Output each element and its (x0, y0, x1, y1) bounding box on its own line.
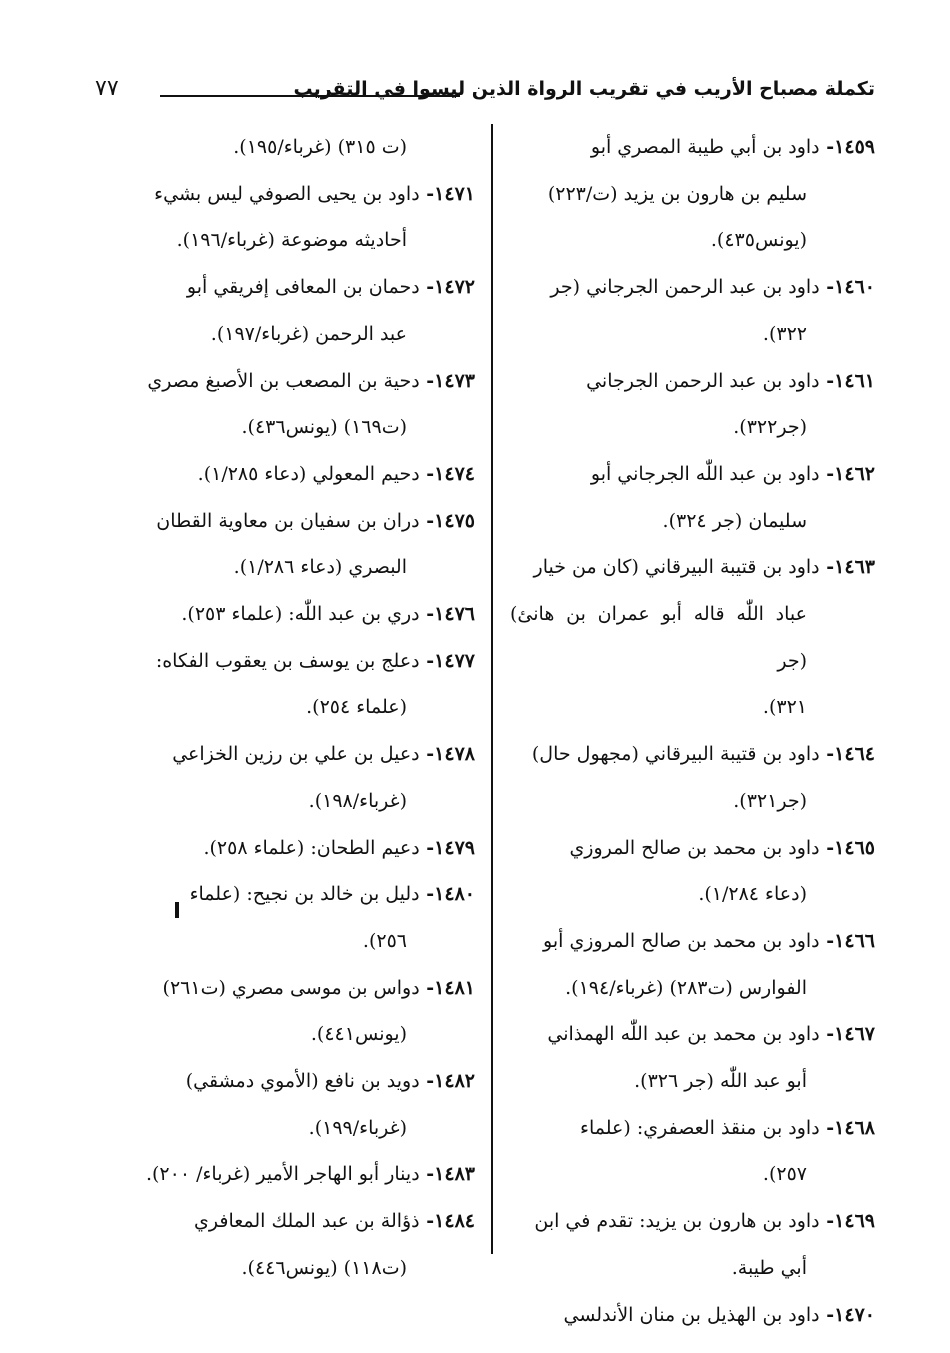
entry-text: دران بن سفيان بن معاوية القطان (156, 509, 420, 532)
entry-continuation: (غرباء/١٩٩). (308, 1116, 407, 1139)
entry-continuation: (جر٣٢٢). (733, 416, 807, 439)
entry (510, 918, 875, 1011)
entry-number: ١٤٧١- (419, 182, 475, 205)
entry (100, 171, 475, 264)
entry-continuation: البصري (دعاء ١/٢٨٦). (233, 556, 407, 579)
entry-number: ١٤٦٠- (819, 276, 875, 299)
entry-first-line (510, 918, 875, 965)
entry-text: داود بن محمد بن صالح المروزي (569, 836, 820, 859)
entry (510, 825, 875, 918)
entry-first-line (100, 1198, 475, 1245)
entry-text: داود بن محمد بن عبد اللّٰه الهمذاني (547, 1023, 820, 1046)
entry-first-line (100, 451, 475, 498)
entry-number: ١٤٧٢- (419, 276, 475, 299)
entry-number: ١٤٧٤- (419, 462, 475, 485)
entry-text: داود بن أبي طيبة المصري أبو (590, 136, 820, 158)
entry-continuation: عباد اللّٰه قاله أبو عمران بن هانئ) (جر (510, 603, 807, 672)
entry-first-line (100, 171, 475, 218)
entry-first-line (510, 731, 875, 778)
entry-number: ١٤٨١- (419, 976, 475, 999)
ink-mark (175, 902, 179, 918)
entry-first-line (100, 264, 475, 311)
entry-number: ١٤٦٨- (819, 1116, 875, 1139)
running-header (95, 78, 875, 114)
entry-text: داود بن منقذ العصفري: (علماء (580, 1116, 820, 1139)
entry-number: ١٤٥٩- (819, 136, 875, 158)
entry (510, 358, 875, 451)
entry-text: داود بن محمد بن صالح المروزي أبو (543, 929, 820, 952)
entry (100, 825, 475, 872)
header-rule (160, 95, 460, 97)
entry (510, 544, 875, 731)
entry (100, 124, 475, 171)
entry (100, 591, 475, 638)
entry-text: دواس بن موسى مصري (ت٢٦١) (162, 976, 420, 999)
entry (510, 1292, 875, 1339)
entry-continuation: أبي طيبة. (731, 1256, 807, 1279)
entry-first-line (510, 825, 875, 872)
entry-continuation: الفوارس (ت٢٨٣) (غرباء/١٩٤). (565, 976, 807, 999)
entry-text: داود بن يحيى الصوفي ليس بشيء (154, 182, 420, 205)
entry-first-line (510, 1292, 875, 1339)
entry-continuation: (ت١١٨) (يونس٤٤٦). (241, 1256, 407, 1279)
entry-number: ١٤٧٧- (419, 649, 475, 672)
entry-text: دعيل بن علي بن رزين الخزاعي (172, 743, 420, 766)
entry (100, 451, 475, 498)
entry-text: دحية بن المصعب بن الأصبغ مصري (147, 369, 420, 392)
entry-continuation: ٣٢٢). (762, 322, 807, 345)
entry-first-line (100, 591, 475, 638)
entry-number: ١٤٦٤- (819, 743, 875, 766)
entry-number: ١٤٨٣- (419, 1163, 475, 1186)
left-column (100, 124, 475, 1292)
entry (100, 1151, 475, 1198)
entry (100, 498, 475, 591)
entry-number: ١٤٧٩- (419, 836, 475, 859)
entry-text: داود بن قتيبة البيرقاني (كان من خيار (533, 556, 820, 579)
entry-text: دحمان بن المعافى إفريقي أبو (186, 276, 420, 299)
entry-number: ١٤٦١- (819, 369, 875, 392)
entry-first-line (510, 451, 875, 498)
entry-number: ١٤٧٣- (419, 369, 475, 392)
entry-number: ١٤٧٨- (419, 743, 475, 766)
entry (100, 1198, 475, 1291)
entry-continuation: (دعاء ١/٢٨٤). (698, 883, 807, 906)
entry (100, 264, 475, 357)
entry-continuation: ٣٢١). (762, 696, 807, 719)
entry-number: ١٤٦٦- (819, 929, 875, 952)
page-number: ٧٧ (95, 76, 119, 101)
entry-text: دعلج بن يوسف بن يعقوب الفكاه: (155, 649, 420, 672)
entry-number: ١٤٦٧- (819, 1023, 875, 1046)
entry-text: داود بن عبد اللّٰه الجرجاني أبو (590, 462, 820, 485)
entry-first-line (510, 544, 875, 591)
book-title: تكملة مصباح الأريب في تقريب الرواة الذين ليسوا في التقريب (293, 78, 875, 100)
entry-number: ١٤٦٩- (819, 1210, 875, 1233)
entry (100, 358, 475, 451)
entry (510, 1105, 875, 1198)
entry-text: دري بن عبد اللّٰه: (علماء ٢٥٣). (181, 603, 420, 626)
entry-text: داود بن قتيبة البيرقاني (مجهول حال) (531, 743, 820, 766)
entry-text: دعيم الطحان: (علماء ٢٥٨). (203, 836, 420, 859)
entry-continuation: أبو عبد اللّٰه (جر ٣٢٦). (634, 1070, 807, 1093)
entry-continuation: (يونس٤٤١). (310, 1023, 407, 1046)
entry-text: دليل بن خالد بن نجيح: (علماء (189, 883, 420, 906)
right-column (510, 124, 875, 1338)
entry-continuation: (غرباء/١٩٨). (308, 789, 407, 812)
entry-continuation: (جر٣٢١). (733, 789, 807, 812)
entry-continuation: ٢٥٦). (362, 929, 407, 952)
entry-first-line (100, 1151, 475, 1198)
entry-text: داود بن الهذيل بن منان الأندلسي (563, 1303, 820, 1326)
entry-text: دينار أبو الهاجر الأمير (غرباء/ ٢٠٠). (145, 1163, 420, 1186)
entry-continuation: ٢٥٧). (762, 1163, 807, 1186)
entry-continuation: (علماء ٢٥٤). (306, 696, 407, 719)
entry-continuation: سليم بن هارون بن يزيد (ت/٢٢٣) (547, 182, 807, 205)
entry (100, 731, 475, 824)
entry-number: ١٤٧٥- (419, 509, 475, 532)
entry-continuation: (يونس٤٣٥). (710, 229, 807, 252)
entry-text: دويد بن نافع (الأموي دمشقي) (185, 1070, 420, 1093)
entry-number: ١٤٦٢- (819, 462, 875, 485)
entry-continuation: سليمان (جر ٣٢٤). (662, 509, 807, 532)
entry-text: دحيم المعولي (دعاء ١/٢٨٥). (197, 462, 420, 485)
entry (100, 871, 475, 964)
entry-first-line (510, 124, 875, 171)
column-divider (491, 124, 493, 1254)
entry-text: ذؤالة بن عبد الملك المعافري (194, 1210, 420, 1233)
entry-number: ١٤٧٠- (819, 1303, 875, 1326)
entry-number: ١٤٦٥- (819, 836, 875, 859)
entry (510, 731, 875, 824)
entry-text: داود بن هارون بن يزيد: تقدم في ابن (534, 1210, 820, 1233)
entry (510, 264, 875, 357)
entry-first-line (100, 358, 475, 405)
entry-first-line (510, 1105, 875, 1152)
entry-first-line (100, 825, 475, 872)
entry (510, 1011, 875, 1104)
entry-text: داود بن عبد الرحمن الجرجاني (جر (550, 276, 820, 299)
entry-continuation: عبد الرحمن (غرباء/١٩٧). (210, 322, 407, 345)
entry (100, 638, 475, 731)
entry (510, 1198, 875, 1291)
entry-continuation: أحاديثه موضوعة (غرباء/١٩٦). (176, 229, 407, 252)
entry-continuation: (ت١٦٩) (يونس٤٣٦). (241, 416, 407, 439)
entry-number: ١٤٨٠- (419, 883, 475, 906)
entry-first-line (510, 264, 875, 311)
entry-first-line (100, 498, 475, 545)
entry-first-line (510, 358, 875, 405)
entry-first-line (100, 965, 475, 1012)
entry (510, 124, 875, 264)
entry-first-line (100, 731, 475, 778)
entry-number: ١٤٨٢- (419, 1070, 475, 1093)
entry (510, 451, 875, 544)
entry-first-line (100, 1058, 475, 1105)
entry-first-line (510, 1198, 875, 1245)
entry (100, 965, 475, 1058)
entry-number: ١٤٦٣- (819, 556, 875, 579)
entry-number: ١٤٨٤- (419, 1210, 475, 1233)
entry-first-line (510, 1011, 875, 1058)
entry-first-line (100, 871, 475, 918)
entry (100, 1058, 475, 1151)
entry-number: ١٤٧٦- (419, 603, 475, 626)
entry-continuation: (ت ٣١٥) (غرباء/١٩٥). (233, 136, 407, 158)
entry-text: داود بن عبد الرحمن الجرجاني (586, 369, 820, 392)
entry-first-line (100, 638, 475, 685)
